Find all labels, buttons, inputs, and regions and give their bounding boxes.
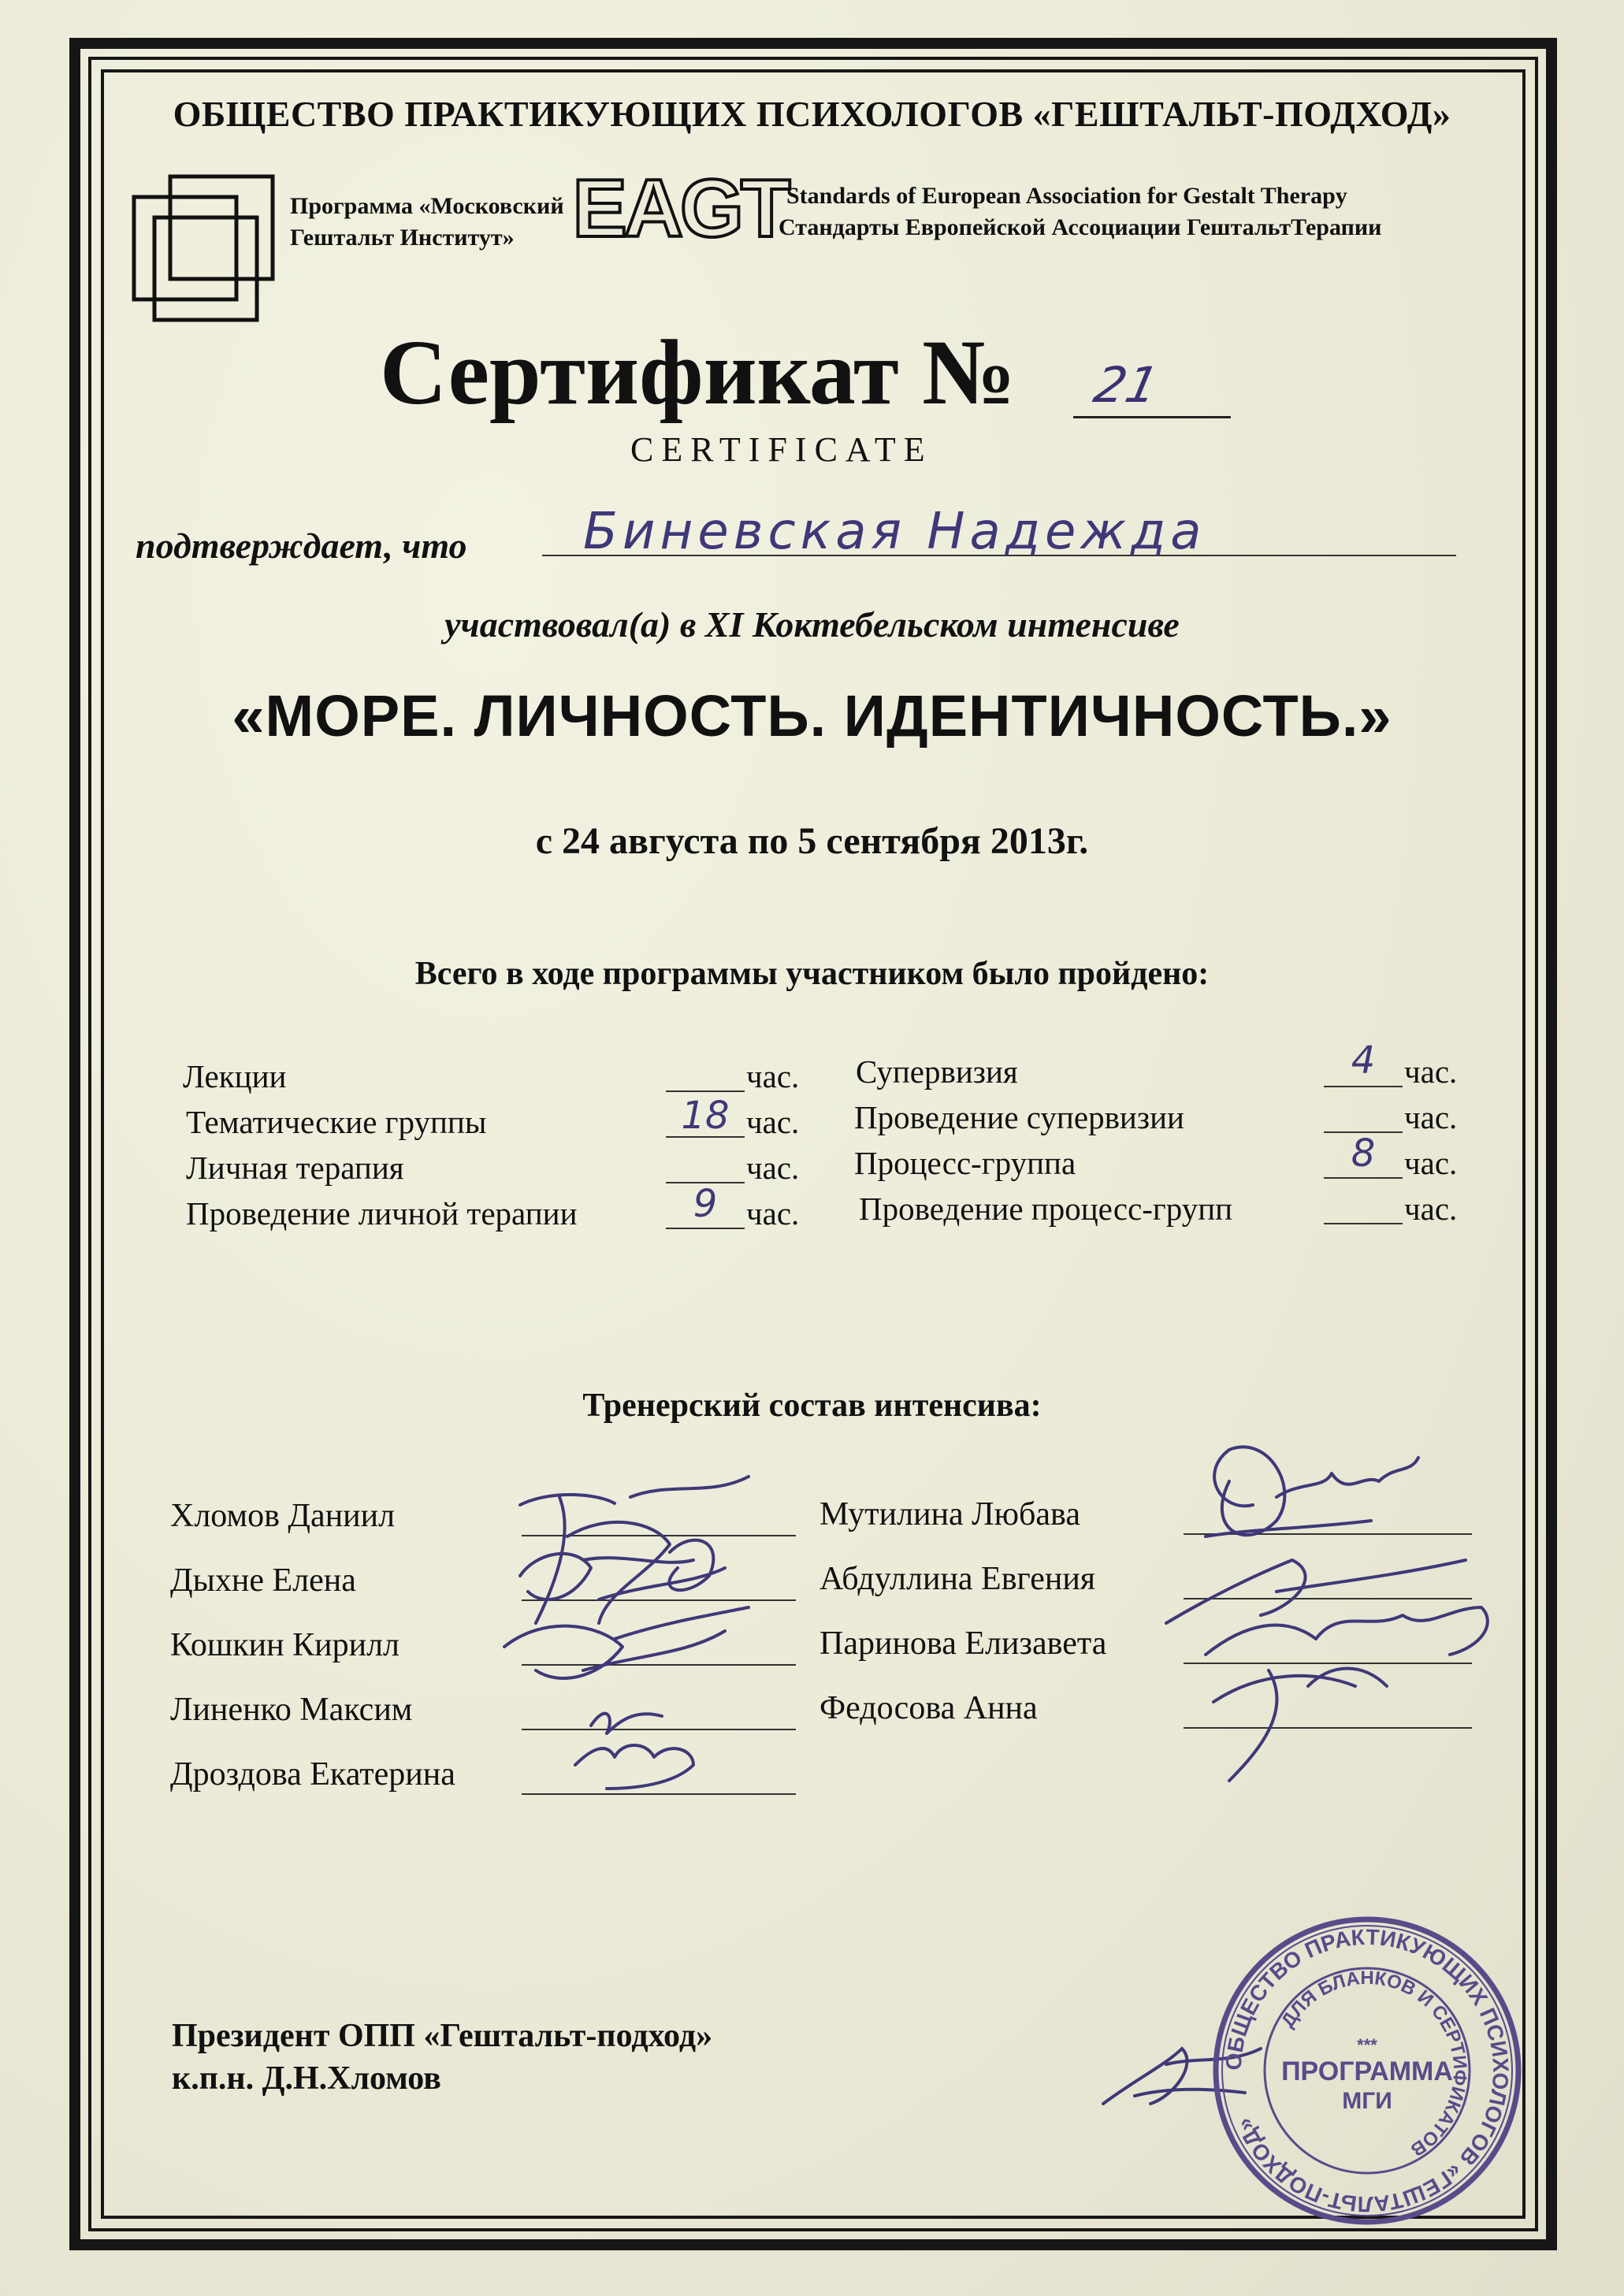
seal-inner-text: ДЛЯ БЛАНКОВ И СЕРТИФИКАТОВ [1277, 1967, 1471, 2160]
hours-unit: час. [1404, 1099, 1458, 1135]
trainer-name: Кошкин Кирилл [170, 1627, 400, 1663]
hours-blank-line [666, 1228, 745, 1229]
trainer-name: Хломов Даниил [170, 1498, 396, 1534]
trainer-name: Абдуллина Евгения [819, 1561, 1096, 1597]
eagt-logo [572, 163, 788, 254]
hours-unit: час. [746, 1104, 800, 1140]
trainer-name: Дыхне Елена [170, 1562, 356, 1599]
hours-label: Супервизия [856, 1053, 1018, 1090]
hours-label: Проведение личной терапии [186, 1195, 578, 1232]
hours-value: 18 [681, 1094, 730, 1138]
hours-label: Процесс-группа [854, 1145, 1076, 1181]
president-title: Президент ОПП «Гештальт-подход» [172, 2018, 713, 2054]
president-name: к.п.н. Д.Н.Хломов [172, 2060, 441, 2097]
hours-label: Тематические группы [186, 1104, 487, 1140]
hours-unit: час. [746, 1150, 800, 1186]
trainer-name: Федосова Анна [819, 1690, 1038, 1726]
hours-unit: час. [1404, 1145, 1458, 1181]
certificate-subtitle: CERTIFICATE [630, 430, 933, 469]
hours-title: Всего в ходе программы участником было пройдено: [414, 956, 1210, 992]
hours-unit: час. [1404, 1053, 1458, 1090]
hours-blank-line [666, 1090, 745, 1092]
certificate-number: 21 [1089, 356, 1164, 414]
participation-text: участвовал(а) в XI Коктебельском интенсиве [444, 604, 1180, 645]
intensive-dates: с 24 августа по 5 сентября 2013г. [535, 820, 1089, 862]
program-line-1: Программа «Московский [290, 193, 564, 219]
hours-unit: час. [1404, 1191, 1458, 1227]
trainer-signatures-right-icon [1135, 1418, 1529, 1796]
trainer-name: Дроздова Екатерина [170, 1756, 455, 1793]
intensive-name: «МОРЕ. ЛИЧНОСТЬ. ИДЕНТИЧНОСТЬ.» [232, 683, 1392, 749]
hours-label: Проведение процесс-групп [859, 1191, 1233, 1227]
confirm-label: подтверждает, что [136, 526, 467, 566]
eagt-line-2: Стандарты Европейской Ассоциации ГештальтТерапии [779, 214, 1382, 240]
certificate-title: Сертификат № [380, 321, 1016, 424]
hours-unit: час. [746, 1195, 800, 1232]
hours-label: Личная терапия [186, 1150, 404, 1186]
hours-blank-line [1324, 1086, 1403, 1087]
program-line-2: Гештальт Институт» [290, 225, 515, 251]
hours-blank-line [1324, 1177, 1403, 1179]
certificate-number-line [1073, 416, 1231, 418]
trainer-signatures-left-icon [489, 1466, 819, 1796]
organization-title: ОБЩЕСТВО ПРАКТИКУЮЩИХ ПСИХОЛОГОВ «ГЕШТАЛЬТ-ПОДХОД» [173, 94, 1451, 134]
trainer-name: Паринова Елизавета [819, 1625, 1107, 1662]
hours-label: Лекции [183, 1058, 287, 1094]
trainer-name: Линенко Максим [170, 1692, 413, 1728]
seal-center-2: МГИ [1342, 2088, 1392, 2114]
trainer-name: Мутилина Любава [819, 1496, 1080, 1533]
participant-name: Биневская Надежда [583, 503, 1206, 561]
hours-label: Проведение супервизии [854, 1099, 1184, 1135]
gestalt-institute-logo-icon [131, 173, 281, 323]
seal-stars: *** [1357, 2035, 1377, 2055]
seal-center-1: ПРОГРАММА [1281, 2056, 1453, 2086]
seal-outer-text: ОБЩЕСТВО ПРАКТИКУЮЩИХ ПСИХОЛОГОВ «ГЕШТАЛЬТ-ПОДХОД» [1221, 1924, 1514, 2217]
hours-blank-line [1324, 1223, 1403, 1224]
hours-unit: час. [746, 1058, 800, 1094]
official-seal-icon [1210, 1913, 1525, 2228]
hours-value: 9 [693, 1182, 718, 1226]
hours-value: 8 [1351, 1131, 1376, 1176]
hours-value: 4 [1351, 1038, 1376, 1083]
eagt-logo-text: EAGT [572, 163, 788, 254]
trainers-title: Тренерский состав интенсива: [582, 1388, 1042, 1424]
eagt-line-1: Standards of European Association for Gestalt Therapy [786, 183, 1347, 209]
